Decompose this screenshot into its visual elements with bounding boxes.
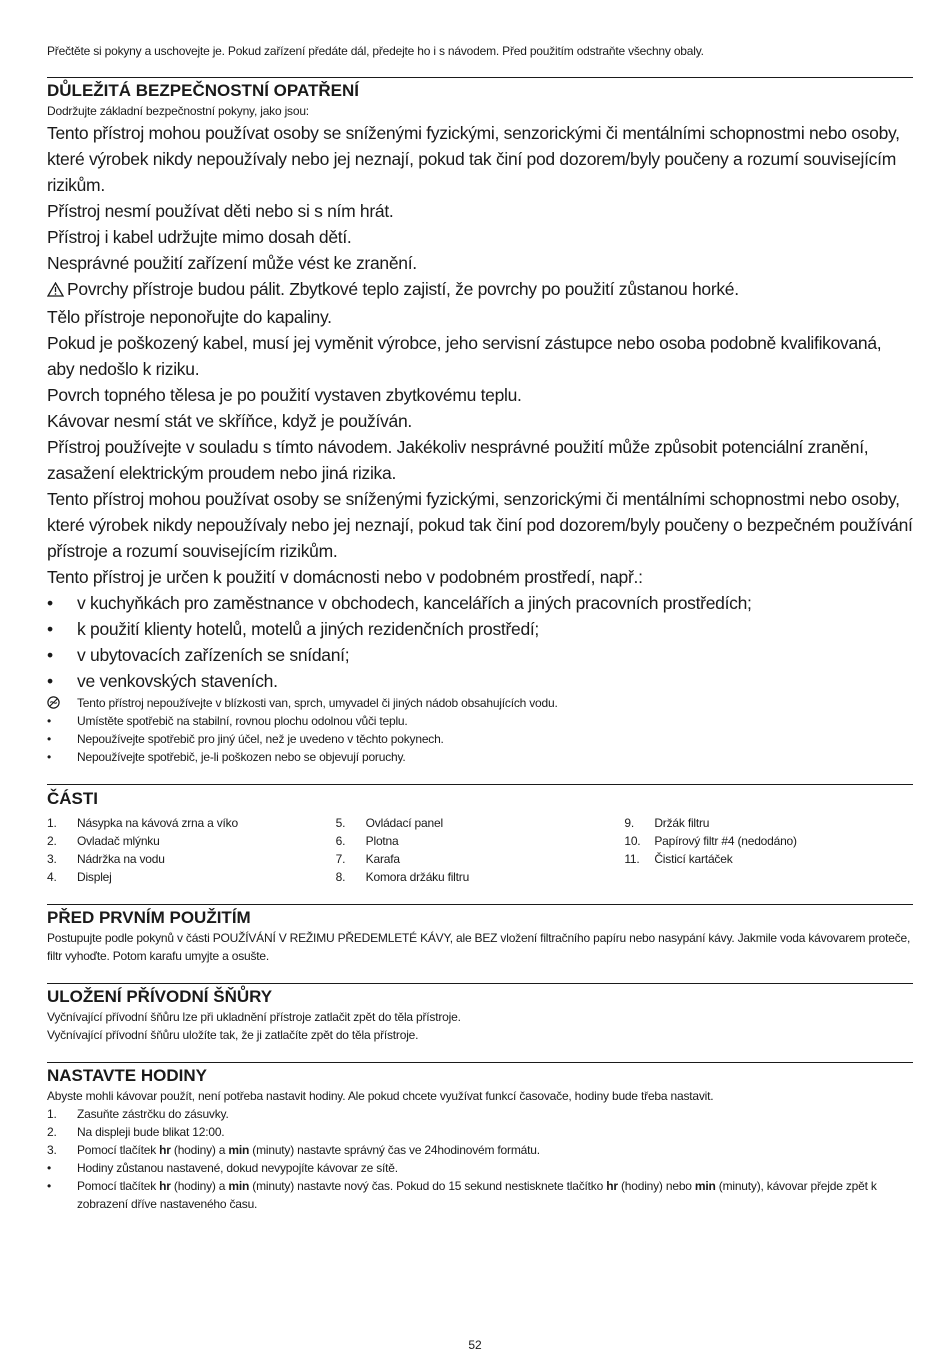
list-item: 1. Zasuňte zástrčku do zásuvky.	[47, 1107, 229, 1121]
safety-paragraph: Přístroj používejte v souladu s tímto návodem. Jakékoliv nesprávné použití může způsobit potenciální zranění, zasažení elektrickým proudem nebo jiná rizika.	[47, 437, 869, 483]
section-rule	[47, 1062, 913, 1063]
cord-title: ULOŽENÍ PŘÍVODNÍ ŠŇŮRY	[47, 987, 273, 1006]
section-rule	[47, 904, 913, 905]
list-item: • Hodiny zůstanou nastavené, dokud nevypojíte kávovar ze sítě.	[47, 1161, 398, 1175]
parts-section	[47, 784, 913, 886]
parts-column	[336, 814, 625, 886]
section-rule	[47, 77, 913, 78]
first-use-title: PŘED PRVNÍM POUŽITÍM	[47, 908, 251, 927]
manual-page	[47, 42, 913, 1213]
safety-subtitle: Dodržujte základní bezpečnostní pokyny, jako jsou:	[47, 104, 309, 118]
list-item: 2. Ovladač mlýnku	[47, 834, 160, 848]
parts-title: ČÁSTI	[47, 789, 98, 808]
section-rule	[47, 784, 913, 785]
safety-paragraph: Povrch topného tělesa je po použití vystaven zbytkovému teplu.	[47, 385, 522, 405]
cord-line: Vyčnívající přívodní šňůru uložíte tak, že ji zatlačíte zpět do těla přístroje.	[47, 1028, 419, 1042]
first-use-section	[47, 904, 913, 965]
list-item: • ve venkovských staveních.	[47, 671, 278, 691]
list-item: 3. Pomocí tlačítek hr (hodiny) a min (minuty) nastavte správný čas ve 24hodinovém formátu.	[47, 1143, 540, 1157]
list-item: 2. Na displeji bude blikat 12:00.	[47, 1125, 225, 1139]
safety-section	[47, 77, 913, 766]
safety-paragraph: Tento přístroj je určen k použití v domácnosti nebo v podobném prostředí, např.:	[47, 567, 643, 587]
list-item: • Pomocí tlačítek hr (hodiny) a min (minuty) nastavte nový čas. Pokud do 15 sekund nestisknete tlačítko hr (hodiny) nebo min (minuty), kávovar přejde zpět k zobrazení dříve nastaveného času.	[47, 1179, 877, 1211]
list-item: 3. Nádržka na vodu	[47, 852, 165, 866]
list-item: • Nepoužívejte spotřebič pro jiný účel, než je uvedeno v těchto pokynech.	[47, 732, 444, 746]
cord-section	[47, 983, 913, 1044]
list-item: • Umístěte spotřebič na stabilní, rovnou plochu odolnou vůči teplu.	[47, 714, 408, 728]
list-item: 5. Ovládací panel	[335, 816, 443, 830]
list-item: Tento přístroj nepoužívejte v blízkosti van, sprch, umyvadel či jiných nádob obsahujících vodu.	[47, 694, 913, 712]
warning-triangle-icon	[47, 278, 64, 304]
list-item: 6. Plotna	[335, 834, 399, 848]
safety-title: DŮLEŽITÁ BEZPEČNOSTNÍ OPATŘENÍ	[47, 81, 359, 100]
list-item: 9. Držák filtru	[624, 816, 710, 830]
safety-large-text	[47, 120, 913, 694]
cord-line: Vyčnívající přívodní šňůru lze při ukladnění přístroje zatlačit zpět do těla přístroje.	[47, 1010, 461, 1024]
list-item: 10. Papírový filtr #4 (nedodáno)	[624, 834, 797, 848]
clock-intro: Abyste mohli kávovar použít, není potřeba nastavit hodiny. Ale pokud chcete využívat funkcí časovače, hodiny bude třeba nastavit.	[47, 1089, 714, 1103]
first-use-text: Postupujte podle pokynů v části POUŽÍVÁNÍ V REŽIMU PŘEDEMLETÉ KÁVY, ale BEZ vložení filtračního papíru nebo nasypání kávy. Jakmile voda kávovarem proteče, filtr vyhoďte. Potom karafu umyjte a osušte.	[47, 931, 911, 963]
list-item: • Nepoužívejte spotřebič, je-li poškozen nebo se objevují poruchy.	[47, 750, 406, 764]
safety-small-list	[47, 694, 913, 766]
safety-paragraph: Kávovar nesmí stát ve skříňce, když je používán.	[47, 411, 412, 431]
safety-paragraph: Tento přístroj mohou používat osoby se sníženými fyzickými, senzorickými či mentálními schopnostmi nebo osoby, které výrobek nikdy nepoužívaly nebo jej neznají, pokud tak činí pod dozorem/byly poučeny a rozumí souvisejícím rizikům.	[47, 123, 900, 195]
parts-column	[624, 814, 913, 886]
no-water-icon	[47, 694, 77, 712]
safety-paragraph: Nesprávné použití zařízení může vést ke zranění.	[47, 253, 417, 273]
safety-paragraph: Tělo přístroje neponořujte do kapaliny.	[47, 307, 332, 327]
parts-list	[47, 814, 913, 886]
clock-text	[47, 1087, 913, 1213]
list-item: • v ubytovacích zařízeních se snídaní;	[47, 645, 350, 665]
list-item: 4. Displej	[47, 870, 112, 884]
list-item: • k použití klienty hotelů, motelů a jiných rezidenčních prostředí;	[47, 619, 539, 639]
hot-surface-warning	[47, 276, 913, 304]
page-number: 52	[468, 1338, 482, 1352]
safety-paragraph: Přístroj nesmí používat děti nebo si s ním hrát.	[47, 201, 394, 221]
safety-paragraph: Přístroj i kabel udržujte mimo dosah dětí.	[47, 227, 352, 247]
intro-text: Přečtěte si pokyny a uschovejte je. Pokud zařízení předáte dál, předejte ho i s návodem. Před použitím odstraňte všechny obaly.	[47, 44, 704, 58]
list-item: 11. Čisticí kartáček	[624, 852, 733, 866]
parts-column	[47, 814, 336, 886]
warning-text: Povrchy přístroje budou pálit. Zbytkové teplo zajistí, že povrchy po použití zůstanou horké.	[67, 279, 739, 299]
list-item: 8. Komora držáku filtru	[335, 870, 470, 884]
section-rule	[47, 983, 913, 984]
list-item: 1. Násypka na kávová zrna a víko	[47, 816, 238, 830]
list-item: 7. Karafa	[335, 852, 400, 866]
clock-title: NASTAVTE HODINY	[47, 1066, 207, 1085]
clock-section	[47, 1062, 913, 1213]
safety-paragraph: Pokud je poškozený kabel, musí jej vyměnit výrobce, jeho servisní zástupce nebo osoba podobně kvalifikovaná, aby nedošlo k riziku.	[47, 333, 882, 379]
list-item: • v kuchyňkách pro zaměstnance v obchodech, kancelářích a jiných pracovních prostředích;	[47, 593, 752, 613]
safety-paragraph: Tento přístroj mohou používat osoby se sníženými fyzickými, senzorickými či mentálními schopnostmi nebo osoby, které výrobek nikdy nepoužívaly nebo jej neznají, pokud tak činí pod dozorem/byly poučeny o bezpečném používání přístroje a rozumí souvisejícím rizikům.	[47, 489, 913, 561]
